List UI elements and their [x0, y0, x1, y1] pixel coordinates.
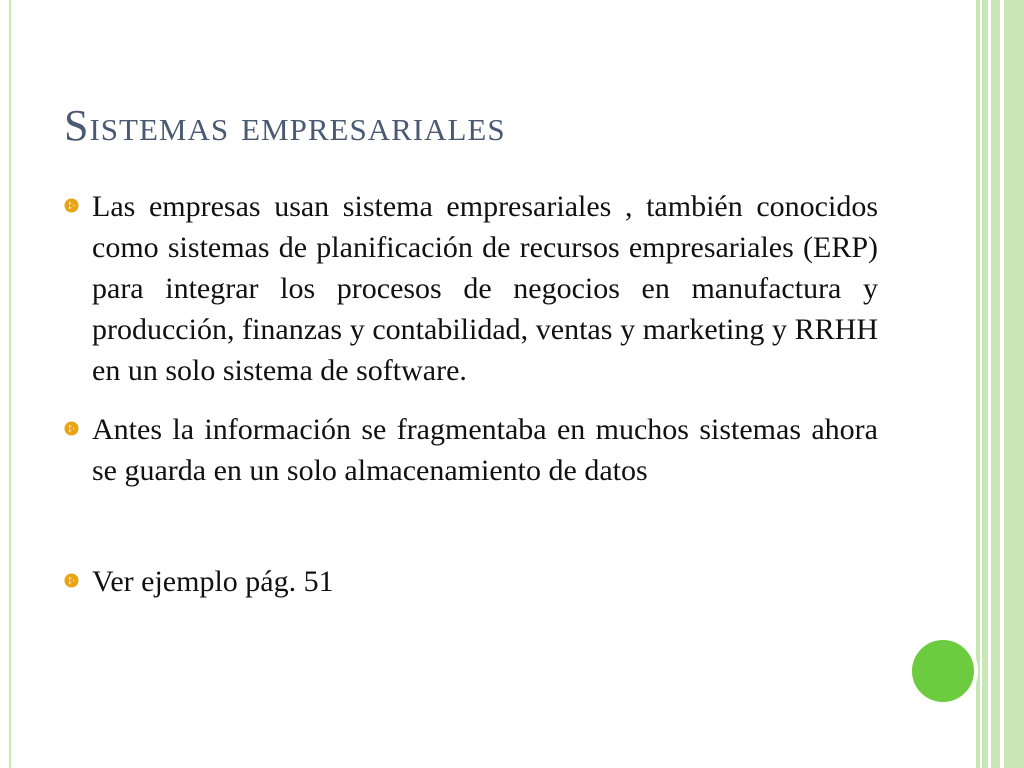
green-circle-decoration: [908, 636, 978, 706]
bullet-item: [64, 409, 878, 491]
right-bar: [991, 0, 1000, 768]
bullet-text: Las empresas usan sistema empresariales , también conocidos como sistemas de planificación de recursos empresariales (ERP) para integrar los procesos de negocios en manufactura y producción, finanzas y contabilidad, ventas y marketing y RRHH en un solo sistema de software.: [92, 190, 878, 387]
circle-arrow-bullet-icon: [64, 421, 79, 436]
circle-arrow-bullet-icon: [64, 198, 79, 213]
bullet-text: Antes la información se fragmentaba en muchos sistemas ahora se guarda en un solo almacenamiento de datos: [92, 413, 878, 487]
bullet-item: [64, 186, 878, 391]
right-decorative-bars: [976, 0, 1024, 768]
circle-arrow-bullet-icon: [64, 573, 79, 588]
bullet-item: [64, 561, 878, 602]
right-bar: [1004, 0, 1024, 768]
slide-content: [64, 186, 878, 602]
left-frame-line: [9, 0, 11, 768]
bullet-text: Ver ejemplo pág. 51: [92, 565, 334, 598]
slide-title: Sistemas empresariales: [64, 101, 506, 150]
